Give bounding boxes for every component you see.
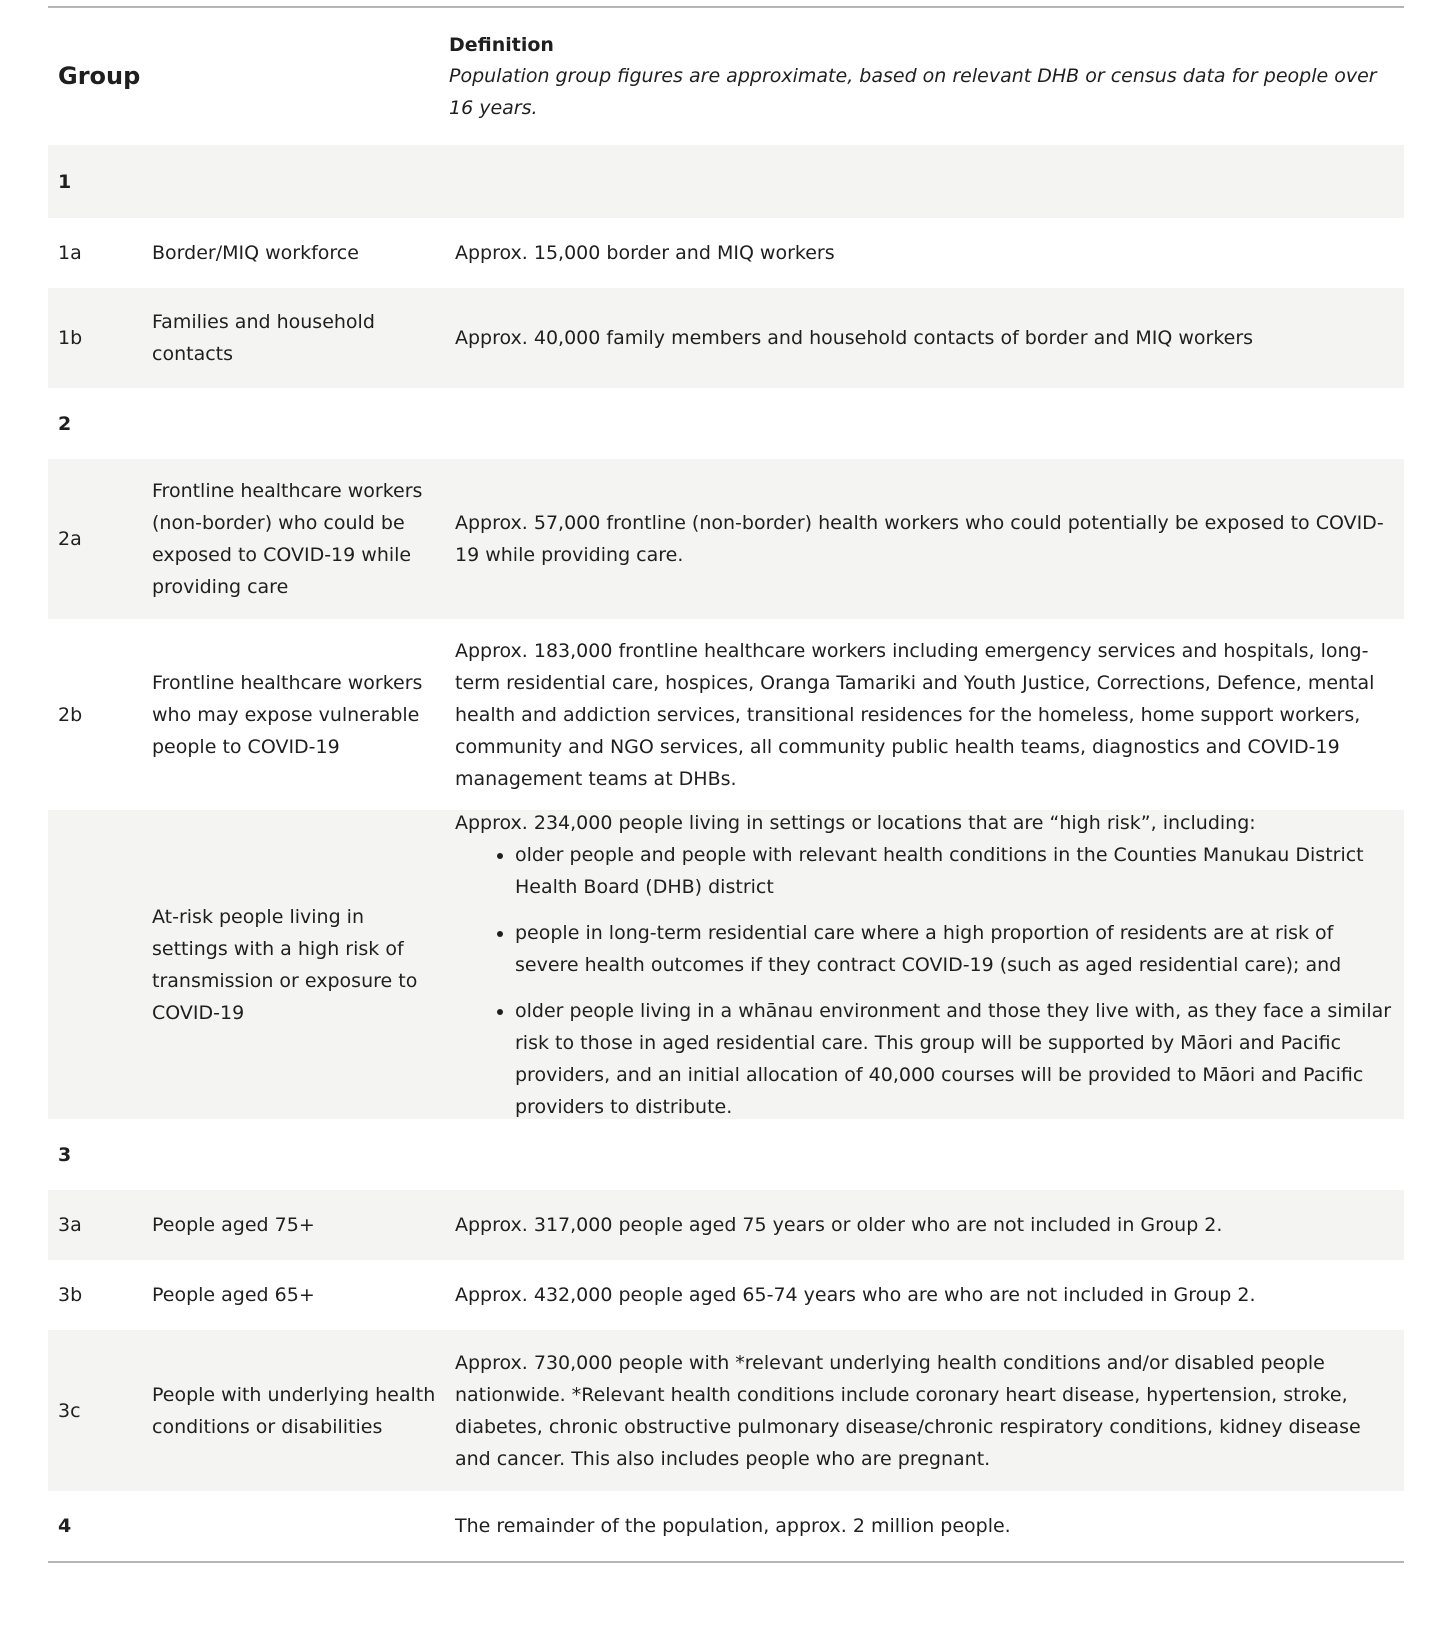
row-group-name: People with underlying health conditions or disabilities [152,1383,436,1438]
group-heading-row [48,145,1404,218]
row-definition [449,807,1404,1123]
row-definition: The remainder of the population, approx. 2 million people. [455,1515,1011,1537]
row-id: 3b [58,1284,83,1306]
row-id: 1a [58,242,82,264]
row-group-name: Frontline healthcare workers (non-border) who could be exposed to COVID-19 while providing care [152,480,423,598]
group-number: 1 [58,170,72,193]
row-group-name: Families and household contacts [152,311,375,365]
table-row [48,1330,1404,1491]
table-row [48,1260,1404,1330]
group-number: 3 [58,1143,72,1166]
row-id: 3c [58,1399,81,1422]
list-item: • older people living in a whānau environment and those they live with, as they face a similar risk to those in aged residential care. This group will be supported by Māori and Pacific providers, and an initial allocation of 40,000 courses will be provided to Māori and Pacific providers to distribute. [515,995,1392,1123]
row-group-name: Frontline healthcare workers who may expose vulnerable people to COVID-19 [152,671,423,758]
group-heading-row [48,388,1404,459]
table-row [48,619,1404,810]
priority-groups-table [48,6,1404,1563]
table-row [48,459,1404,619]
table-row [48,288,1404,388]
table-row [48,810,1404,1119]
row-definition: Approx. 57,000 frontline (non-border) health workers who could potentially be exposed to COVID-19 while providing care. [455,512,1384,566]
row-definition-intro: Approx. 234,000 people living in settings or locations that are “high risk”, including: [455,811,1256,834]
group-number: 2 [58,412,72,435]
row-group-name: People aged 65+ [152,1284,315,1306]
list-item: • people in long-term residential care where a high proportion of residents are at risk of severe health outcomes if they contract COVID-19 (such as aged residential care); and [515,917,1392,981]
row-definition: Approx. 15,000 border and MIQ workers [455,242,835,264]
row-group-name: Border/MIQ workforce [152,242,359,264]
definition-column-header: Definition [449,33,554,56]
row-definition: Approx. 183,000 frontline healthcare workers including emergency services and hospitals, long-term residential care, hospices, Oranga Tamariki and Youth Justice, Corrections, Defence, mental health and addiction services, transitional residences for the homeless, home support workers, community and NGO services, all community public health teams, diagnostics and COVID-19 management teams at DHBs. [455,639,1375,790]
row-definition: Approx. 432,000 people aged 65-74 years who are who are not included in Group 2. [455,1284,1256,1306]
definition-bullet-list [455,839,1392,1123]
row-group-name: At-risk people living in settings with a high risk of transmission or exposure to COVID-19 [152,905,418,1024]
group-column-header: Group [58,61,141,90]
row-definition: Approx. 40,000 family members and household contacts of border and MIQ workers [455,327,1254,349]
table-row [48,1190,1404,1260]
list-item: • older people and people with relevant health conditions in the Counties Manukau District Health Board (DHB) district [515,839,1392,903]
table-header-row [48,8,1404,145]
row-group-name: People aged 75+ [152,1214,315,1236]
table-row [48,218,1404,288]
table-row [48,1491,1404,1561]
row-id: 2b [58,703,83,726]
row-id: 1b [58,327,83,349]
group-heading-row [48,1119,1404,1190]
definition-note: Population group figures are approximate, based on relevant DHB or census data for people over 16 years. [449,64,1377,119]
row-id: 2a [58,528,82,550]
row-id: 3a [58,1214,82,1236]
group-number: 4 [58,1515,72,1537]
row-definition: Approx. 730,000 people with *relevant underlying health conditions and/or disabled people nationwide. *Relevant health conditions include coronary heart disease, hypertension, stroke, diabetes, chronic obstructive pulmonary disease/chronic respiratory conditions, kidney disease and cancer. This also includes people who are pregnant. [455,1351,1361,1470]
row-definition: Approx. 317,000 people aged 75 years or older who are not included in Group 2. [455,1214,1223,1236]
